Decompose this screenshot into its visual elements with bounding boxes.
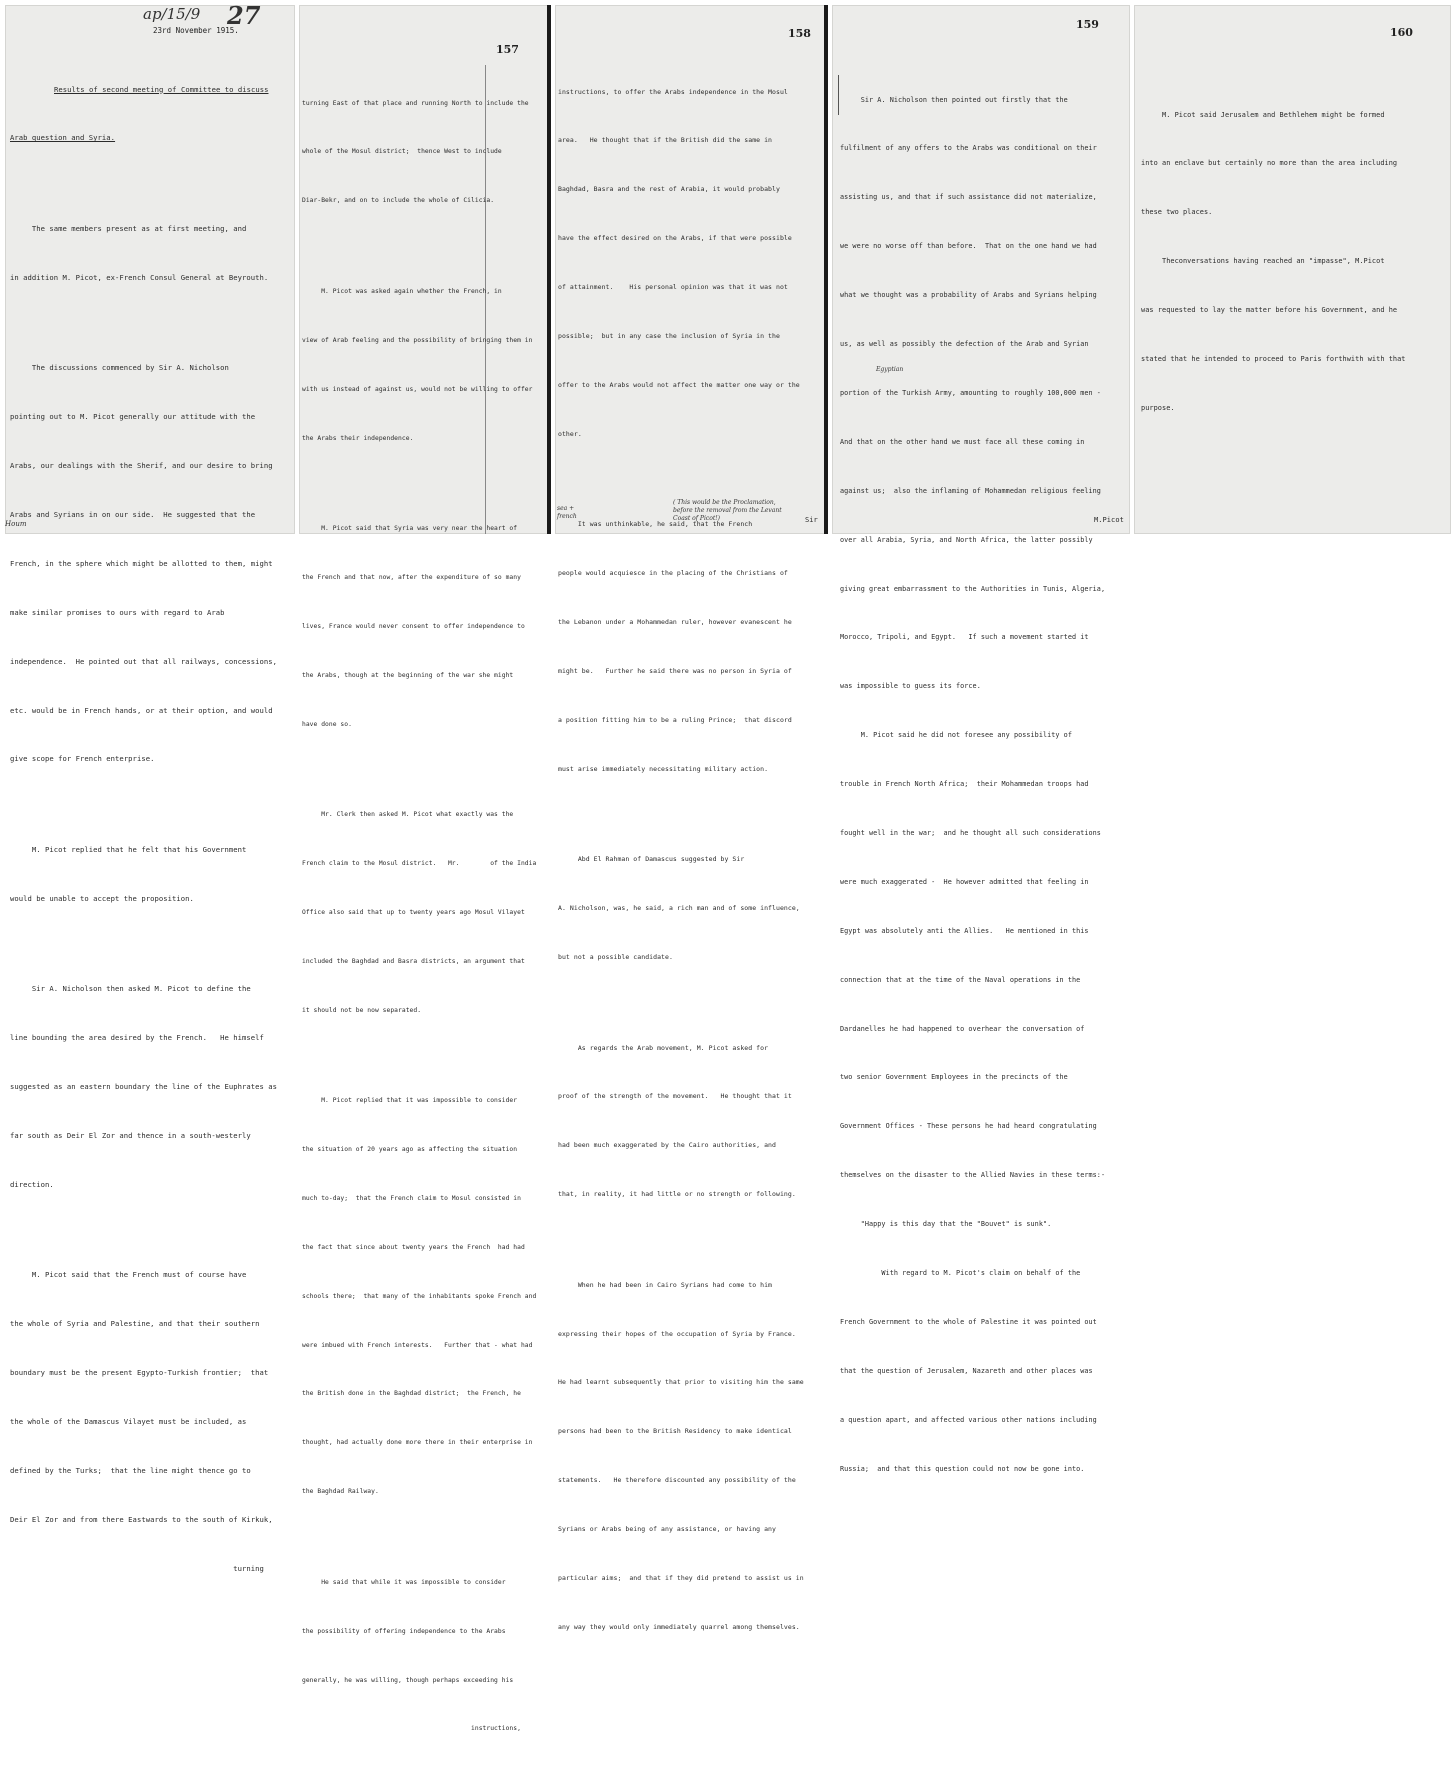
document-page-3	[555, 5, 828, 1631]
text-line: give scope for French enterprise.	[10, 754, 155, 764]
text-line: in addition M. Picot, ex-French Consul General at Beyrouth.	[10, 272, 269, 282]
catchword: Sir	[805, 516, 818, 524]
text-line: view of Arab feeling and the possibility of bringing them in	[302, 336, 533, 344]
text-line: us, as well as possibly the defection of the Arab and Syrian	[840, 340, 1089, 349]
page-edge-shadow	[824, 5, 828, 534]
text-line: the Arabs, though at the beginning of the war she might	[302, 671, 514, 679]
text-line: were imbued with French interests. Further that - what had	[302, 1341, 533, 1349]
text-line: instructions, to offer the Arabs independence in the Mosul	[558, 87, 788, 96]
text-line: assisting us, and that if such assistance did not materialize,	[840, 193, 1097, 202]
text-line: A. Nicholson, was, he said, a rich man and of some influence,	[558, 904, 800, 913]
text-line: French claim to the Mosul district. Mr. of the India	[302, 859, 537, 867]
text-line: included the Baghdad and Basra districts, an argument that	[302, 957, 525, 965]
text-line: area. He thought that if the British did the same in	[558, 136, 773, 145]
text-line: might be. Further he said there was no person in Syria of	[558, 666, 792, 675]
text-line: M. Picot said that the French must of course have	[10, 1270, 247, 1280]
text-line: French, in the sphere which might be allotted to them, might	[10, 558, 273, 568]
text-line: a question apart, and affected various other nations including	[840, 1415, 1097, 1424]
text-line: giving great embarrassment to the Authorities in Tunis, Algeria,	[840, 584, 1106, 593]
text-line: whole of the Mosul district; thence West to include	[302, 148, 502, 156]
document-page-4	[832, 5, 1130, 1473]
text-line: the situation of 20 years ago as affecting the situation	[302, 1146, 518, 1153]
text-line: portion of the Turkish Army, amounting to roughly 100,000 men -	[840, 388, 1101, 397]
document-date: 23rd November 1915.	[153, 26, 239, 35]
text-line: Arabs and Syrians in on our side. He suggested that the	[10, 510, 256, 520]
text-line: Mr. Clerk then asked M. Picot what exactly was the	[302, 811, 514, 819]
text-line: other.	[558, 429, 582, 438]
text-line: Diar-Bekr, and on to include the whole of Cilicia.	[302, 197, 495, 205]
text-line: M. Picot was asked again whether the French, in	[302, 287, 502, 295]
text-line: French Government to the whole of Palestine it was pointed out	[840, 1317, 1097, 1326]
page-3-body	[558, 51, 828, 1668]
text-line: suggested as an eastern boundary the line of the Euphrates as	[10, 1082, 278, 1092]
text-line: the Lebanon under a Mohammedan ruler, however evanescent he	[558, 618, 792, 627]
document-title-line: Arab question and Syria.	[10, 133, 116, 143]
text-line: And that on the other hand we must face all these coming in	[840, 437, 1085, 446]
handwritten-footnote: ( This would be the Proclamation, before the removal from the Levant Coast of Picot!)	[673, 499, 782, 522]
text-line: the British done in the Baghdad district; the French, he	[302, 1390, 521, 1398]
text-line: trouble in French North Africa; their Mohammedan troops had	[840, 780, 1089, 789]
text-line: the whole of Syria and Palestine, and that their southern	[10, 1319, 260, 1329]
text-line: Morocco, Tripoli, and Egypt. If such a movement started it	[840, 633, 1089, 642]
text-line: particular aims; and that if they did pretend to assist us in	[558, 1574, 804, 1583]
text-line: proof of the strength of the movement. He thought that it	[558, 1092, 792, 1101]
text-line: the possibility of offering independence to the Arabs	[302, 1627, 506, 1635]
text-line: Baghdad, Basra and the rest of Arabia, it would probably	[558, 185, 780, 194]
text-line: Sir A. Nicholson then pointed out firstly that the	[840, 95, 1068, 104]
page-number: 160	[1390, 26, 1413, 39]
page-edge-shadow	[547, 5, 551, 534]
text-line: purpose.	[1141, 403, 1175, 412]
text-line: fulfilment of any offers to the Arabs was conditional on their	[840, 144, 1097, 153]
text-line: into an enclave but certainly no more than the area including	[1141, 159, 1398, 168]
page-2-body	[302, 63, 551, 1770]
margin-note: Houm	[5, 520, 27, 528]
text-line: Office also said that up to twenty years ago Mosul Vilayet	[302, 908, 525, 916]
text-line: lives, France would never consent to offer independence to	[302, 622, 525, 630]
text-line: fought well in the war; and he thought all such considerations	[840, 828, 1101, 837]
text-line: of attainment. His personal opinion was that it was not	[558, 283, 788, 292]
margin-note: sea + french	[557, 505, 577, 520]
text-line: Syrians or Arabs being of any assistance, or having any	[558, 1525, 776, 1534]
text-line: thought, had actually done more there in their enterprise in	[302, 1439, 533, 1447]
text-line: Sir A. Nicholson then asked M. Picot to define the	[10, 984, 251, 994]
text-line: the Baghdad Railway.	[302, 1488, 379, 1496]
text-line: these two places.	[1141, 208, 1213, 217]
document-page-2	[299, 5, 551, 1733]
text-line: As regards the Arab movement, M. Picot asked for	[558, 1043, 769, 1052]
text-line: the whole of the Damascus Vilayet must be included, as	[10, 1417, 247, 1427]
text-line: that, in reality, it had little or no strength or following.	[558, 1190, 796, 1199]
text-line: Dardanelles he had happened to overhear the conversation of	[840, 1024, 1085, 1033]
text-line: persons had been to the British Residency to make identical	[558, 1427, 792, 1436]
text-line: M. Picot said that Syria was very near the heart of	[302, 525, 518, 533]
page-5-body	[1141, 74, 1451, 449]
text-line: M. Picot replied that it was impossible to consider	[302, 1097, 518, 1105]
text-line: generally, he was willing, though perhaps exceeding his	[302, 1676, 514, 1684]
text-line: "Happy is this day that the "Bouvet" is sunk".	[840, 1220, 1052, 1229]
text-line: possible; but in any case the inclusion of Syria in the	[558, 332, 780, 341]
text-line: was requested to lay the matter before his Government, and he	[1141, 306, 1398, 315]
text-line: M. Picot said he did not foresee any possibility of	[840, 731, 1072, 740]
text-line: When he had been in Cairo Syrians had come to him	[558, 1280, 773, 1289]
text-line: must arise immediately necessitating military action.	[558, 764, 769, 773]
text-line: was impossible to guess its force.	[840, 682, 981, 691]
text-line: what we thought was a probability of Arabs and Syrians helping	[840, 291, 1097, 300]
text-line: we were no worse off than before. That on the one hand we had	[840, 242, 1097, 251]
text-line: Government Offices - These persons he had heard congratulating	[840, 1122, 1097, 1131]
text-line: two senior Government Employees in the precincts of the	[840, 1073, 1068, 1082]
text-line: Arabs, our dealings with the Sherif, and our desire to bring	[10, 461, 273, 471]
text-line: direction.	[10, 1179, 54, 1189]
text-line: themselves on the disaster to the Allied Navies in these terms:-	[840, 1171, 1106, 1180]
text-line: people would acquiesce in the placing of the Christians of	[558, 569, 788, 578]
text-line: were much exaggerated - He however admitted that feeling in	[840, 877, 1089, 886]
text-line: would be unable to accept the proposition.	[10, 893, 194, 903]
text-line: turning East of that place and running North to include the	[302, 99, 529, 107]
text-line: M. Picot replied that he felt that his Government	[10, 844, 247, 854]
text-line: Egypt was absolutely anti the Allies. He mentioned in this	[840, 926, 1089, 935]
page-1-body	[10, 49, 295, 1610]
page-4-body	[840, 59, 1130, 1509]
text-line: Theconversations having reached an "impasse", M.Picot	[1141, 257, 1385, 266]
text-line: It was unthinkable, he said, that the French	[558, 520, 753, 529]
text-line: make similar promises to ours with regard to Arab	[10, 607, 225, 617]
text-line: M. Picot said Jerusalem and Bethlehem might be formed	[1141, 110, 1385, 119]
text-line: the French and that now, after the expenditure of so many	[302, 573, 521, 581]
text-line: had been much exaggerated by the Cairo authorities, and	[558, 1141, 776, 1150]
text-line: have done so.	[302, 720, 352, 728]
text-line: a position fitting him to be a ruling Prince; that discord	[558, 715, 792, 724]
text-line: Deir El Zor and from there Eastwards to the south of Kirkuk,	[10, 1514, 273, 1524]
text-line: the Arabs their independence.	[302, 434, 414, 442]
document-title-line: Results of second meeting of Committee to discuss	[54, 84, 269, 94]
text-line: With regard to M. Picot's claim on behalf of the	[840, 1268, 1081, 1277]
text-line: have the effect desired on the Arabs, if that were possible	[558, 234, 792, 243]
text-line: far south as Deir El Zor and thence in a south-westerly	[10, 1131, 251, 1140]
text-line: defined by the Turks; that the line might thence go to	[10, 1465, 251, 1475]
catchword: M.Picot	[1094, 516, 1124, 524]
text-line: offer to the Arabs would not affect the matter one way or the	[558, 380, 800, 389]
archive-reference: ap/15/9	[143, 5, 201, 23]
text-line: The discussions commenced by Sir A. Nicholson	[10, 363, 229, 373]
margin-bracket	[838, 75, 839, 115]
page-number: 159	[1076, 18, 1099, 31]
text-line: turning	[10, 1563, 264, 1573]
text-line: He had learnt subsequently that prior to visiting him the same	[558, 1378, 804, 1387]
text-line: any way they would only immediately quarrel among themselves.	[558, 1622, 800, 1631]
text-line: with us instead of against us, would not be willing to offer	[302, 385, 533, 393]
text-line: schools there; that many of the inhabitants spoke French and	[302, 1292, 537, 1300]
text-line: boundary must be the present Egypto-Turkish frontier; that	[10, 1368, 269, 1378]
document-page-1	[5, 1, 295, 1573]
text-line: instructions,	[302, 1725, 521, 1733]
page-number: 158	[788, 27, 811, 40]
text-line: that the question of Jerusalem, Nazareth and other places was	[840, 1366, 1093, 1375]
text-line: over all Arabia, Syria, and North Africa, the latter possibly	[840, 535, 1093, 544]
text-line: but not a possible candidate.	[558, 953, 673, 962]
text-line: expressing their hopes of the occupation of Syria by France.	[558, 1329, 796, 1338]
interlinear-note: Egyptian	[876, 366, 904, 373]
text-line: pointing out to M. Picot generally our attitude with the	[10, 412, 256, 422]
text-line: it should not be now separated.	[302, 1006, 422, 1014]
text-line: independence. He pointed out that all railways, concessions,	[10, 656, 278, 666]
text-line: Abd El Rahman of Damascus suggested by Sir	[558, 855, 745, 864]
text-line: statements. He therefore discounted any possibility of the	[558, 1476, 796, 1485]
text-line: The same members present as at first meeting, and	[10, 223, 247, 233]
text-line: connection that at the time of the Naval operations in the	[840, 975, 1081, 984]
text-line: He said that while it was impossible to consider	[302, 1578, 506, 1586]
page-number: 157	[496, 43, 519, 56]
text-line: line bounding the area desired by the French. He himself	[10, 1033, 264, 1043]
text-line: Russia; and that this question could not now be gone into.	[840, 1464, 1085, 1473]
text-line: much to-day; that the French claim to Mosul consisted in	[302, 1194, 521, 1202]
corner-mark: 27	[227, 1, 261, 30]
text-line: etc. would be in French hands, or at their option, and would	[10, 705, 273, 715]
text-line: the fact that since about twenty years the French had had	[302, 1243, 525, 1251]
text-line: against us; also the inflaming of Mohammedan religious feeling	[840, 486, 1101, 495]
document-page-5	[1134, 5, 1451, 534]
text-line: stated that he intended to proceed to Paris forthwith with that	[1141, 355, 1406, 364]
